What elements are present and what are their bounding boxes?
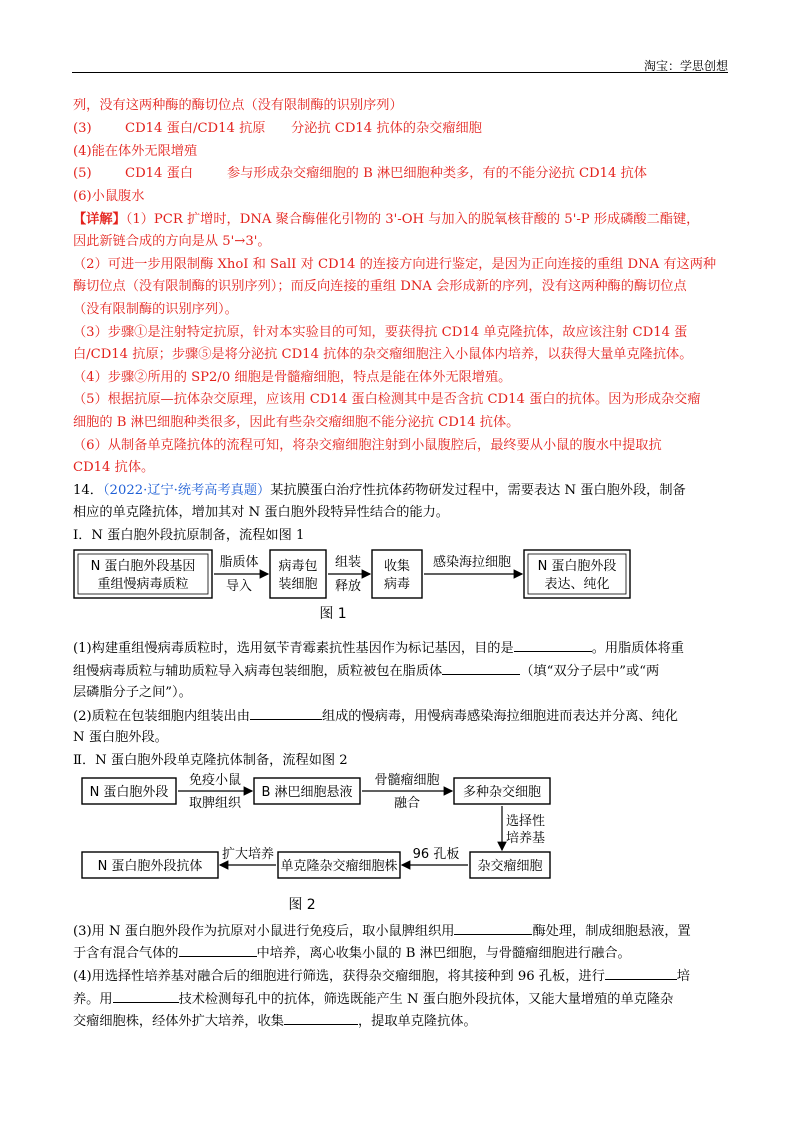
fig2-box3-text: 多种杂交细胞 bbox=[462, 785, 542, 800]
detail-line-2: 因此新链合成的方向是从 5'→3'。 bbox=[73, 234, 271, 249]
fig2-arrow-v-line1: 选择性 bbox=[506, 814, 546, 829]
detail-line-5: （没有限制酶的识别序列）。 bbox=[73, 302, 238, 317]
fig2-arrow5-top: 扩大培养 bbox=[221, 847, 275, 862]
answer-line-1: 列，没有这两种酶的酶切位点（没有限制酶的识别序列） bbox=[73, 98, 403, 113]
q2-line-1: (2)质粒在包装细胞内组装出由 组成的慢病毒，用慢病毒感染海拉细胞进而表达并分离、纯化 bbox=[73, 709, 678, 724]
q4-blank-3[interactable] bbox=[284, 1012, 358, 1025]
q1-line-2: 组慢病毒质粒与辅助质粒导入病毒包装细胞，质粒被包在脂质体 （填“双分子层中”或“两 bbox=[73, 664, 660, 679]
fig1-box2-line1: 病毒包 bbox=[278, 559, 318, 574]
fig1-box4-line1: N 蛋白胞外段 bbox=[537, 559, 617, 574]
fig1-box3-line1: 收集 bbox=[383, 559, 411, 574]
fig2-box5-text: 单克隆杂交瘤细胞株 bbox=[280, 859, 398, 874]
fig2-arrow-v-line2: 培养基 bbox=[506, 831, 546, 846]
question-source: （2022·辽宁·统考高考真题） bbox=[102, 483, 271, 498]
fig1-arrow2-bottom: 释放 bbox=[334, 579, 362, 594]
page-header: 淘宝：学思创想 bbox=[643, 59, 728, 73]
detail-line-12: CD14 抗体。 bbox=[73, 460, 155, 475]
detail-label: 【详解】 bbox=[73, 212, 126, 227]
q3-line-2: 于含有混合气体的 中培养，离心收集小鼠的 B 淋巴细胞，与骨髓瘤细胞进行融合。 bbox=[73, 946, 631, 961]
question-number: 14． bbox=[73, 483, 103, 498]
answer-3-num: (3) bbox=[73, 121, 92, 136]
detail-line-3: （2）可进一步用限制酶 XhoI 和 SalI 对 CD14 的连接方向进行鉴定，是因为正向连接的重组 DNA 有这两种 bbox=[73, 257, 717, 272]
q4-line-2: 养。用 技术检测每孔中的抗体，筛选既能产生 N 蛋白胞外段抗体，又能大量增殖的单克隆杂 bbox=[73, 992, 674, 1007]
fig1-arrow1-top: 脂质体 bbox=[219, 555, 259, 570]
figure-2-flowchart bbox=[72, 772, 572, 918]
fig2-arrow1-bottom: 取脾组织 bbox=[188, 796, 242, 811]
q4-blank-1[interactable] bbox=[605, 967, 677, 980]
detail-line-6: （3）步骤①是注射特定抗原，针对本实验目的可知，要获得抗 CD14 单克隆抗体，故应该注射 CD14 蛋 bbox=[73, 325, 688, 340]
detail-line-9: （5）根据抗原—抗体杂交原理，应该用 CD14 蛋白检测其中是否含抗 CD14 蛋白的抗体。因为形成杂交瘤 bbox=[73, 392, 701, 407]
figure-1-flowchart bbox=[72, 548, 672, 622]
detail-line-8: （4）步骤②所用的 SP2/0 细胞是骨髓瘤细胞，特点是能在体外无限增殖。 bbox=[73, 370, 512, 385]
detail-line-7: 白/CD14 抗原；步骤⑤是将分泌抗 CD14 抗体的杂交瘤细胞注入小鼠体内培养，以获得大量单克隆抗体。 bbox=[73, 347, 693, 362]
q3-blank-2[interactable] bbox=[179, 944, 257, 957]
fig1-arrow2-top: 组装 bbox=[334, 555, 362, 570]
q1-blank-1[interactable] bbox=[514, 639, 592, 652]
q1-line-1: (1)构建重组慢病毒质粒时，选用氨苄青霉素抗性基因作为标记基因，目的是 。用脂质体将重 bbox=[73, 641, 684, 656]
fig2-box4-text: 杂交瘤细胞 bbox=[477, 859, 543, 874]
fig1-box1-line2: 重组慢病毒质粒 bbox=[97, 577, 189, 592]
detail-line-4: 酶切位点（没有限制酶的识别序列）；而反向连接的重组 DNA 会形成新的序列，没有这两种酶的酶切位点 bbox=[73, 279, 687, 294]
answer-5-part2: 参与形成杂交瘤细胞的 B 淋巴细胞种类多，有的不能分泌抗 CD14 抗体 bbox=[227, 166, 647, 181]
fig1-arrow3-top: 感染海拉细胞 bbox=[432, 555, 512, 570]
part-2-heading: Ⅱ．N 蛋白胞外段单克隆抗体制备，流程如图 2 bbox=[73, 753, 348, 768]
answer-5-part1: CD14 蛋白 bbox=[125, 166, 194, 181]
answer-5-num: (5) bbox=[73, 166, 92, 181]
fig1-box3-line2: 病毒 bbox=[383, 577, 411, 592]
answer-4: (4)能在体外无限增殖 bbox=[73, 144, 198, 159]
fig2-arrow2-bottom: 融合 bbox=[393, 796, 421, 811]
q1-line-3: 层磷脂分子之间”）。 bbox=[73, 685, 192, 700]
q2-blank-1[interactable] bbox=[250, 707, 322, 720]
detail-line-1: 【详解】（1）PCR 扩增时，DNA 聚合酶催化引物的 3'-OH 与加入的脱氧核苷酸的 5'-P 形成磷酸二酯键， bbox=[73, 212, 700, 227]
q2-line-2: N 蛋白胞外段。 bbox=[73, 730, 168, 745]
q4-blank-2[interactable] bbox=[113, 990, 179, 1003]
q4-line-3: 交瘤细胞株，经体外扩大培养，收集 ，提取单克隆抗体。 bbox=[73, 1014, 477, 1029]
answer-3-part2: 分泌抗 CD14 抗体的杂交瘤细胞 bbox=[291, 121, 482, 136]
fig2-box1-text: N 蛋白胞外段 bbox=[89, 785, 169, 800]
fig1-box4-line2: 表达、纯化 bbox=[544, 577, 610, 592]
answer-3 bbox=[73, 120, 482, 138]
fig1-box2-line2: 装细胞 bbox=[278, 577, 318, 592]
answer-5 bbox=[73, 165, 647, 183]
question-stem-1: 14．（2022·辽宁·统考高考真题）某抗膜蛋白治疗性抗体药物研发过程中，需要表达 N 蛋白胞外段，制备 bbox=[73, 483, 686, 498]
fig2-box6-text: N 蛋白胞外段抗体 bbox=[97, 859, 203, 874]
q3-blank-1[interactable] bbox=[454, 922, 532, 935]
fig2-arrow1-top: 免疫小鼠 bbox=[188, 773, 242, 788]
fig1-box1-line1: N 蛋白胞外段基因 bbox=[90, 559, 196, 574]
figure-2-caption: 图 2 bbox=[288, 897, 316, 913]
fig2-arrow2-top: 骨髓瘤细胞 bbox=[374, 773, 440, 788]
question-stem-2: 相应的单克隆抗体，增加其对 N 蛋白胞外段特异性结合的能力。 bbox=[73, 505, 449, 520]
detail-line-10: 细胞的 B 淋巴细胞种类很多，因此有些杂交瘤细胞不能分泌抗 CD14 抗体。 bbox=[73, 415, 520, 430]
figure-1-caption: 图 1 bbox=[319, 606, 347, 622]
detail-line-11: （6）从制备单克隆抗体的流程可知，将杂交瘤细胞注射到小鼠腹腔后，最终要从小鼠的腹水中提取抗 bbox=[73, 438, 662, 453]
q1-blank-2[interactable] bbox=[442, 662, 520, 675]
fig2-box2-text: B 淋巴细胞悬液 bbox=[261, 785, 353, 800]
q3-line-1: (3)用 N 蛋白胞外段作为抗原对小鼠进行免疫后，取小鼠脾组织用 酶处理，制成细胞悬液，置 bbox=[73, 924, 691, 939]
q4-line-1: (4)用选择性培养基对融合后的细胞进行筛选，获得杂交瘤细胞，将其接种到 96 孔板，进行 培 bbox=[73, 969, 690, 984]
fig1-arrow1-bottom: 导入 bbox=[225, 579, 253, 594]
answer-6: (6)小鼠腹水 bbox=[73, 189, 145, 204]
part-1-heading: Ⅰ．N 蛋白胞外段抗原制备，流程如图 1 bbox=[73, 528, 305, 543]
header-rule bbox=[72, 72, 728, 73]
answer-3-part1: CD14 蛋白/CD14 抗原 bbox=[125, 121, 266, 136]
fig2-arrow4-top: 96 孔板 bbox=[412, 847, 460, 862]
